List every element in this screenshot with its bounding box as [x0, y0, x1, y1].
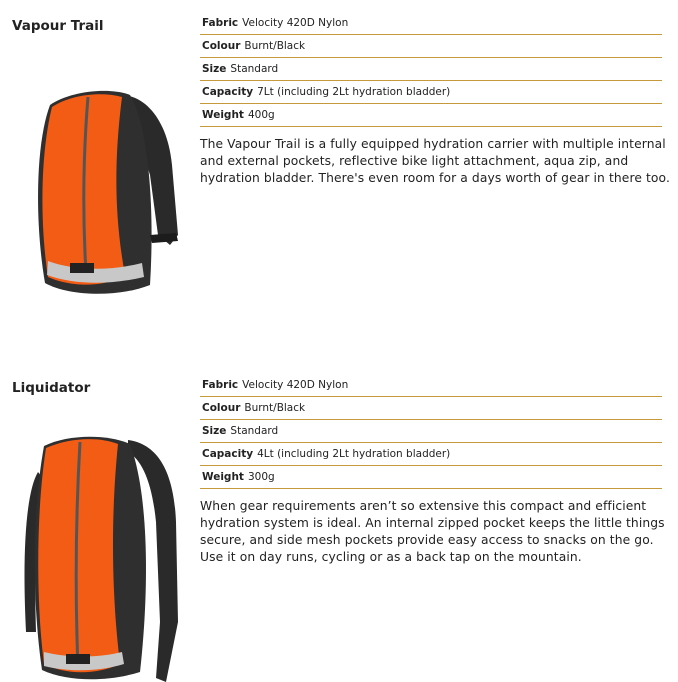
- spec-value: 400g: [247, 109, 275, 121]
- product-image-backpack: [18, 432, 180, 682]
- spec-row-capacity: [200, 443, 662, 466]
- spec-row-fabric: [200, 374, 662, 397]
- spec-row-size: [200, 420, 662, 443]
- spec-label: Colour: [202, 40, 241, 52]
- spec-label: Fabric: [202, 379, 239, 391]
- product-name: Liquidator: [12, 380, 91, 396]
- spec-value: 300g: [247, 471, 275, 483]
- spec-label: Weight: [202, 109, 244, 121]
- product-vapour-trail: [0, 0, 678, 340]
- spec-value: Standard: [230, 425, 279, 437]
- spec-value: Standard: [230, 63, 279, 75]
- spec-row-weight: [200, 466, 662, 489]
- spec-row-fabric: [200, 12, 662, 35]
- spec-label: Capacity: [202, 448, 254, 460]
- spec-label: Weight: [202, 471, 244, 483]
- product-description: When gear requirements aren’t so extensive this compact and efficient hydration system is ideal. An internal zipped pocket keeps the little things secure, and side mesh pockets provide easy access to snacks on the go. Use it on day runs, cycling or as a back tap on the mountain.: [200, 499, 665, 564]
- spec-value: Burnt/Black: [244, 40, 306, 52]
- spec-label: Size: [202, 425, 227, 437]
- spec-value: Velocity 420D Nylon: [242, 17, 349, 29]
- spec-row-weight: [200, 104, 662, 127]
- spec-value: 7Lt (including 2Lt hydration bladder): [257, 86, 451, 98]
- spec-label: Size: [202, 63, 227, 75]
- spec-label: Colour: [202, 402, 241, 414]
- spec-row-colour: [200, 397, 662, 420]
- spec-label: Capacity: [202, 86, 254, 98]
- spec-row-colour: [200, 35, 662, 58]
- spec-table: [200, 374, 662, 489]
- product-image-backpack: [30, 85, 180, 305]
- spec-label: Fabric: [202, 17, 239, 29]
- spec-value: Velocity 420D Nylon: [242, 379, 349, 391]
- spec-row-capacity: [200, 81, 662, 104]
- spec-table: [200, 12, 662, 127]
- product-name: Vapour Trail: [12, 18, 104, 34]
- spec-value: Burnt/Black: [244, 402, 306, 414]
- product-liquidator: [0, 362, 678, 682]
- spec-value: 4Lt (including 2Lt hydration bladder): [257, 448, 451, 460]
- product-description: The Vapour Trail is a fully equipped hydration carrier with multiple internal and external pockets, reflective bike light attachment, aqua zip, and hydration bladder. There's even room for a days worth of gear in there too.: [200, 137, 670, 185]
- spec-row-size: [200, 58, 662, 81]
